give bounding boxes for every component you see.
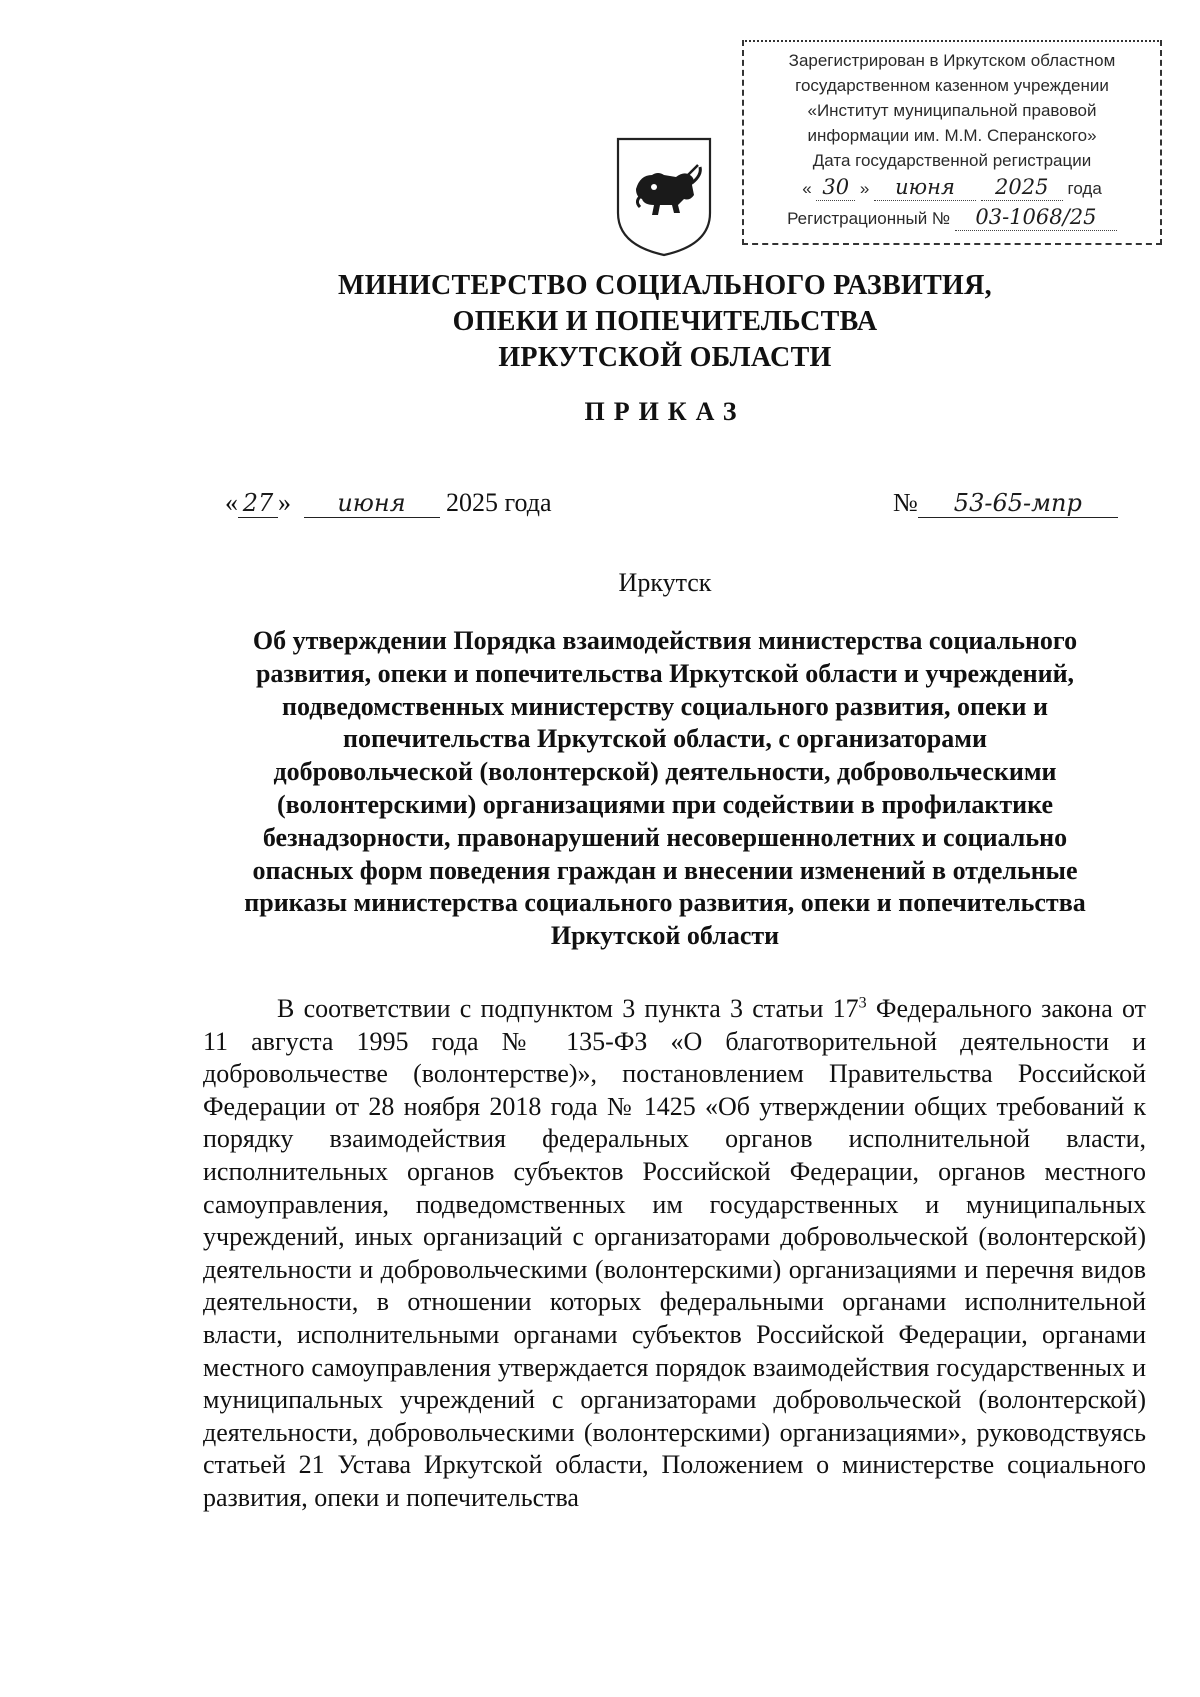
title-line: (волонтерскими) организациями при содействии в профилактике bbox=[276, 789, 1054, 819]
title-line: добровольческой (волонтерской) деятельности, добровольческими bbox=[273, 757, 1057, 787]
order-month: июня bbox=[304, 489, 440, 518]
document-type: ПРИКАЗ bbox=[584, 397, 746, 426]
city: Иркутск bbox=[618, 568, 712, 597]
stamp-date-row: « 30 » июня 2025 года bbox=[802, 175, 1102, 199]
order-day: 27 bbox=[238, 489, 278, 518]
order-number-value: 53-65-мпр bbox=[918, 489, 1118, 518]
body-text-part: В соответствии с подпунктом 3 пункта 3 статьи 17 bbox=[277, 994, 859, 1023]
title-line: развития, опеки и попечительства Иркутской области и учреждений, bbox=[255, 658, 1075, 688]
registration-stamp bbox=[742, 40, 1162, 245]
stamp-line: информации им. М.М. Сперанского» bbox=[807, 126, 1097, 145]
body-superscript: 3 bbox=[858, 994, 867, 1012]
stamp-line: Дата государственной регистрации bbox=[812, 151, 1092, 170]
stamp-date-day: 30 bbox=[816, 175, 855, 201]
order-number-label: № bbox=[893, 488, 918, 517]
ministry-name-line: МИНИСТЕРСТВО СОЦИАЛЬНОГО РАЗВИТИЯ, bbox=[338, 270, 992, 301]
title-line: Об утверждении Порядка взаимодействия министерства социального bbox=[252, 626, 1078, 655]
stamp-date-month: июня bbox=[874, 175, 976, 201]
order-number bbox=[893, 488, 1118, 518]
order-year: 2025 года bbox=[446, 488, 552, 517]
stamp-line: государственном казенном учреждении bbox=[795, 76, 1109, 95]
stamp-line: «Институт муниципальной правовой bbox=[807, 101, 1097, 120]
coat-of-arms-icon bbox=[614, 135, 714, 259]
stamp-date-year: 2025 bbox=[981, 175, 1063, 201]
stamp-line: Зарегистрирован в Иркутском областном bbox=[788, 51, 1116, 70]
body-paragraph bbox=[203, 993, 1146, 1515]
title-line: опасных форм поведения граждан и внесении изменений в отдельные bbox=[252, 855, 1078, 885]
title-line: безнадзорности, правонарушений несовершеннолетних и социально bbox=[262, 822, 1068, 852]
title-line: подведомственных министерству социального развития, опеки и bbox=[282, 691, 1048, 721]
stamp-reg-label: Регистрационный № bbox=[787, 209, 951, 228]
stamp-reg-row bbox=[744, 205, 1160, 231]
title-line: Иркутской области bbox=[550, 921, 780, 951]
document-title bbox=[200, 625, 1130, 953]
ministry-name-line: ИРКУТСКОЙ ОБЛАСТИ bbox=[498, 342, 832, 373]
body-text-part: Федерального закона от 11 августа 1995 года № 135-ФЗ «О благотворительной деятельности и добровольчестве (волонтерстве)», постановлением Правительства Российской Федерации от 28 ноября 2018 года № 1425 «Об утверждении общих требований к порядку взаимодействия федеральных органов исполнительной власти, исполнительных органов субъектов Российской Федерации, органов местного самоуправления, подведомственных им государственных и муниципальных учреждений, иных организаций с организаторами добровольческой (волонтерской) деятельности и добровольческими (волонтерскими) организациями и перечня видов деятельности, в отношении которых федеральными органами исполнительной власти, исполнительными органами субъектов Российской Федерации, органами местного самоуправления утверждается порядок взаимодействия государственных и муниципальных учреждений с организаторами добровольческой (волонтерской) деятельности, добровольческими (волонтерскими) организациями», руководствуясь статьей 21 Устава Иркутской области, Положением о министерстве социального развития, опеки и попечительства bbox=[203, 994, 1146, 1512]
ministry-name bbox=[0, 268, 1200, 376]
order-date: « 27 » июня 2025 года bbox=[225, 488, 552, 517]
stamp-reg-number: 03-1068/25 bbox=[955, 205, 1117, 231]
stamp-year-word: года bbox=[1067, 179, 1102, 198]
ministry-name-line: ОПЕКИ И ПОПЕЧИТЕЛЬСТВА bbox=[452, 306, 878, 337]
title-line: приказы министерства социального развития, опеки и попечительства bbox=[244, 888, 1086, 918]
title-line: попечительства Иркутской области, с организаторами bbox=[343, 724, 987, 754]
